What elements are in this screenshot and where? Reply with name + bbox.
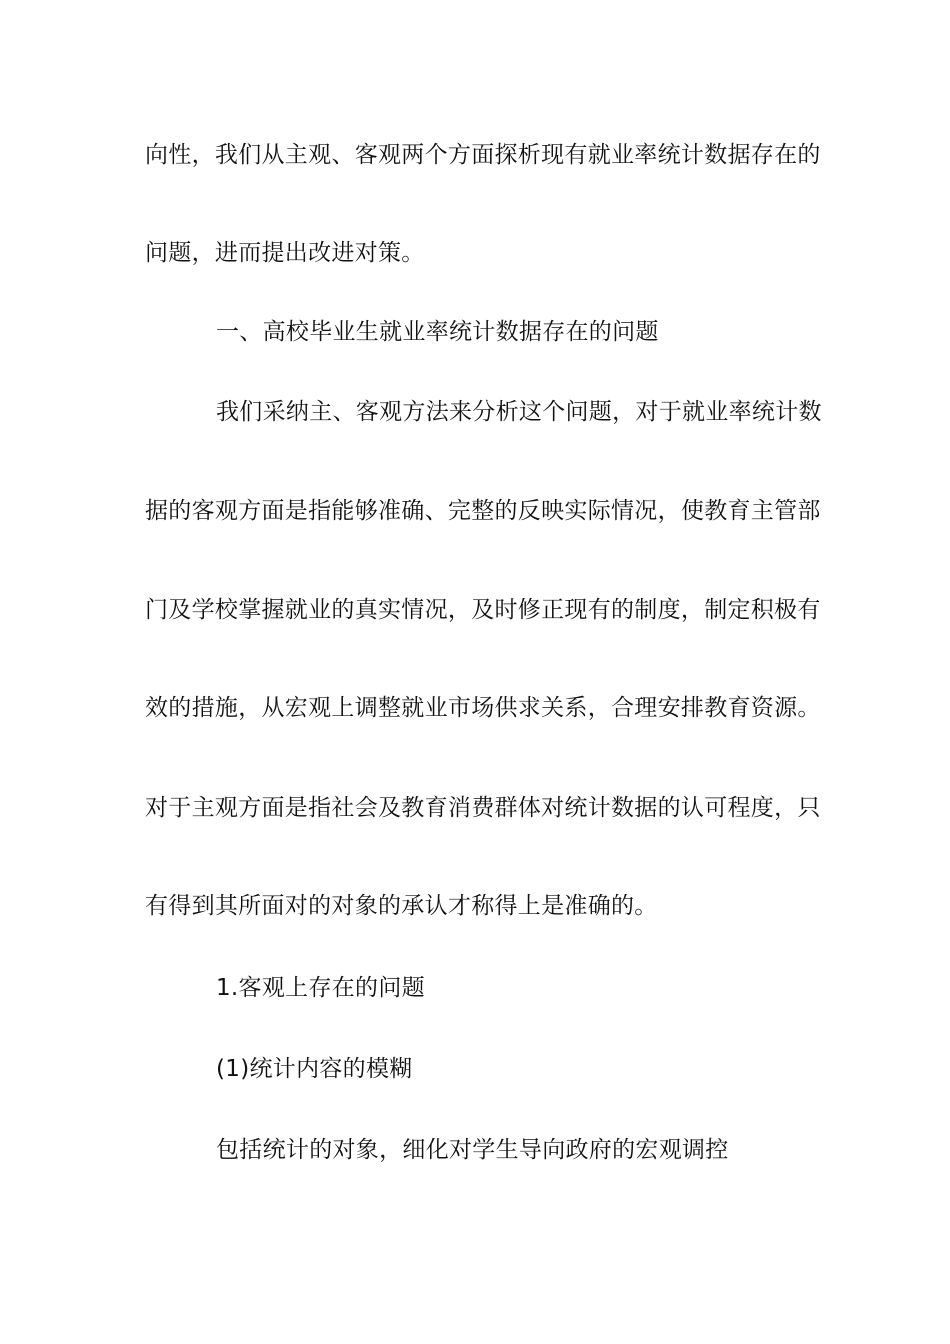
paragraph-line: 问题，进而提出改进对策。 xyxy=(145,240,425,266)
paragraph-line: 我们采纳主、客观方法来分析这个问题，对于就业率统计数 xyxy=(216,399,822,425)
paragraph-line: 据的客观方面是指能够准确、完整的反映实际情况，使教育主管部 xyxy=(145,498,821,524)
paragraph-line: 对于主观方面是指社会及教育消费群体对统计数据的认可程度，只 xyxy=(145,795,821,821)
paragraph-line: 效的措施，从宏观上调整就业市场供求关系，合理安排教育资源。 xyxy=(145,695,821,721)
section-heading: 一、高校毕业生就业率统计数据存在的问题 xyxy=(216,319,659,345)
paragraph-line: 向性，我们从主观、客观两个方面探析现有就业率统计数据存在的 xyxy=(145,142,821,168)
subsection-heading: 1.客观上存在的问题 xyxy=(216,975,425,1001)
subsection-heading: (1)统计内容的模糊 xyxy=(216,1056,413,1082)
paragraph-line: 包括统计的对象，细化对学生导向政府的宏观调控 xyxy=(216,1137,729,1163)
paragraph-line: 有得到其所面对的对象的承认才称得上是准确的。 xyxy=(145,893,658,919)
paragraph-line: 门及学校掌握就业的真实情况，及时修正现有的制度，制定积极有 xyxy=(145,597,821,623)
